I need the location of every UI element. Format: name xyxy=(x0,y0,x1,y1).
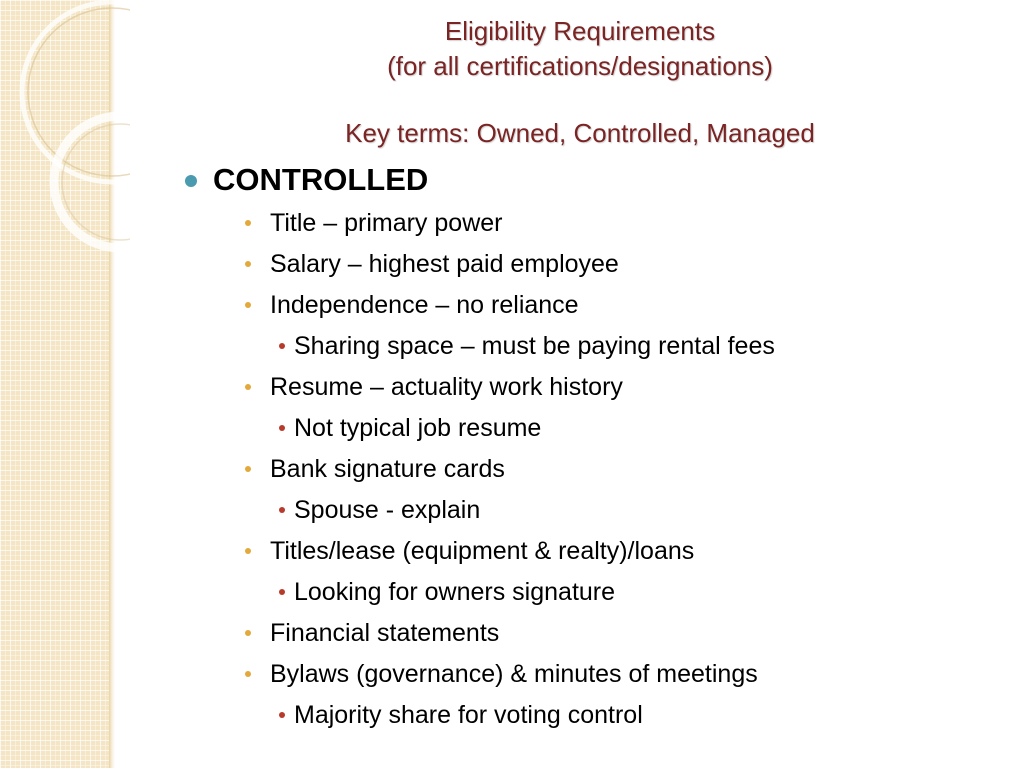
bullet-text: Salary – highest paid employee xyxy=(270,250,619,278)
bullet-text: Financial statements xyxy=(270,619,500,647)
bullet-text: Independence – no reliance xyxy=(270,291,579,319)
bullet-dot-icon xyxy=(245,220,251,226)
bullet-dot-icon xyxy=(245,671,251,677)
title-line-1: Eligibility Requirements xyxy=(444,16,716,46)
bullet-dot-icon xyxy=(245,630,251,636)
bullet-text: Looking for owners signature xyxy=(294,578,616,606)
bullet-text: CONTROLLED xyxy=(213,162,429,197)
bullet-dot-icon xyxy=(279,343,285,349)
bullet-item-level-2 xyxy=(270,660,758,689)
bullet-text: Titles/lease (equipment & realty)/loans xyxy=(270,537,695,565)
bullet-item-level-3 xyxy=(294,496,480,525)
bullet-dot-icon xyxy=(245,261,251,267)
bullet-text: Resume – actuality work history xyxy=(270,373,623,401)
bullet-item-level-3 xyxy=(294,332,775,361)
bullet-item-level-3 xyxy=(294,578,615,607)
title-line-2: (for all certifications/designations) xyxy=(387,51,773,81)
bullet-text: Not typical job resume xyxy=(294,414,542,442)
bullet-item-level-2 xyxy=(270,250,619,279)
bullet-dot-icon xyxy=(279,425,285,431)
bullet-dot-icon xyxy=(245,384,251,390)
bullet-item-level-2 xyxy=(270,209,502,238)
key-terms-heading: Key terms: Owned, Controlled, Managed xyxy=(345,118,815,148)
bullet-item-level-3 xyxy=(294,414,541,443)
bullet-text: Title – primary power xyxy=(270,209,503,237)
bullet-dot-icon xyxy=(279,507,285,513)
bullet-item-level-2 xyxy=(270,537,694,566)
bullet-item-level-1 xyxy=(213,162,428,198)
bullet-text: Spouse - explain xyxy=(294,496,481,524)
bullet-text: Bylaws (governance) & minutes of meetings xyxy=(270,660,758,688)
bullet-dot-icon xyxy=(279,589,285,595)
bullet-dot-icon xyxy=(245,302,251,308)
bullet-item-level-2 xyxy=(270,455,505,484)
bullet-text: Majority share for voting control xyxy=(294,701,643,729)
bullet-dot-icon xyxy=(279,712,285,718)
bullet-item-level-3 xyxy=(294,701,643,730)
bullet-dot-icon xyxy=(245,466,251,472)
bullet-text: Bank signature cards xyxy=(270,455,505,483)
bullet-dot-icon xyxy=(185,175,197,187)
bullet-text: Sharing space – must be paying rental fees xyxy=(294,332,775,360)
bullet-item-level-2 xyxy=(270,291,579,320)
bullet-item-level-2 xyxy=(270,373,623,402)
bullet-dot-icon xyxy=(245,548,251,554)
bullet-item-level-2 xyxy=(270,619,499,648)
